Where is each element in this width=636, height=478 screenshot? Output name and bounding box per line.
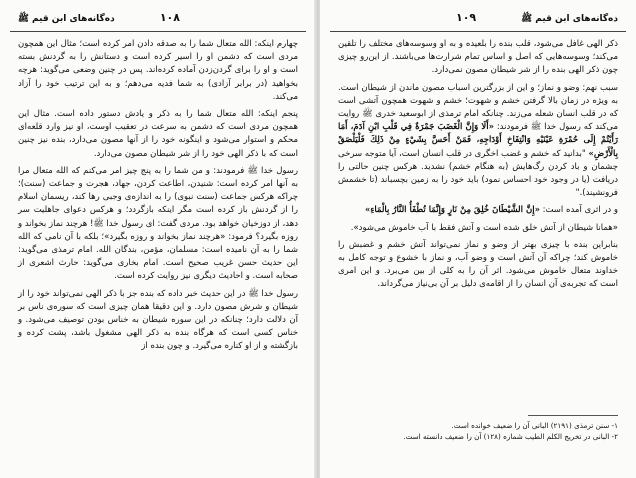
- paragraph-text: سبب نهم: وضو و نماز؛ و این از بزرگترین اسباب مصون ماندن از شیطان است. به ویژه در زمان بالا گرفتن خشم و شهوت؛ خشم و شهوت همچون آتشی است که در قلب انسان شعله می‌زند. چنانکه امام ترمذی از ابوسعید خدری ﷺ روایت می‌کند که رسول خدا ﷺ فرمودند:: [338, 82, 618, 133]
- right-page-body: [338, 38, 618, 296]
- paragraph: رسول خدا ﷺ در این حدیث خبر داده که بنده جز با ذکر الهی نمی‌تواند خود را از شیطان و شرش مصون دارد. و این دقیقا همان چیزی است که سوره‌ی ناس بر آن دلالت دارد؛ چنانکه در این سوره شیطان به خناس بودن توصیف می‌شود. و خناس کسی است که هرگاه بنده به ذکر الهی مشغول باشد، پشت کرده و بازگشته و از او کناره می‌گیرد. و چون بنده از: [18, 288, 298, 352]
- paragraph: [338, 82, 618, 201]
- header-divider: [10, 31, 306, 32]
- footnote: ۱- سنن ترمذی (۲۱۹۱) البانی آن را ضعیف خوانده است.: [451, 421, 618, 430]
- left-page-header: [10, 10, 306, 26]
- right-page-header: [330, 10, 626, 26]
- quote-translation: "بدانید که خشم و غضب اخگری در قلب انسان است، آیا متوجه سرخی چشمان و باد کردن رگ‌هایش (به هنگام خشم) نشدید. هرکس چنین حالتی را دریافت (یا در وجود خود احساس نمود) باید خود را به زمین بچسباند (تا خشمش فرونشیند).": [338, 148, 618, 199]
- paragraph: رسول خدا ﷺ فرمودند: و من شما را به پنج چیز امر می‌کنم که الله متعال مرا به آنها امر کرده است: شنیدن، اطاعت کردن، جهاد، هجرت و جماعت (سنت)؛ چراکه هرکس جماعت (سنت نبوی) را به اندازه‌ی وجبی رها کند، ریسمان اسلام را از گردنش باز کرده است مگر اینکه بازگردد؛ و هرکس دعوای جاهلیت سر دهد، از دوزخیان خواهد بود. مردی گفت: ای رسول خدا ﷺ! هرچند نماز بخواند و روزه بگیرد؟ فرمود: «هرچند نماز بخواند و روزه بگیرد»؛ بلکه با آن نامی که الله شما را به آن نامیده است: مسلمان، مؤمن، بندگان الله. امام ترمذی می‌گوید: این حدیث حسن غریب صحیح است. امام بخاری می‌گوید: حارث اشعری از صحابه است. و احادیث دیگری نیز روایت کرده است.: [18, 165, 298, 282]
- paragraph: ذکر الهی غافل می‌شود، قلب بنده را بلعیده و به او وسوسه‌های مختلف را تلقین می‌کند؛ وسوسه‌هایی که اصل و اساس تمام شرارت‌ها می‌باشند. از این‌رو چیزی چون ذکر الهی بنده را از شر شیطان مصون نمی‌دارد.: [338, 39, 618, 76]
- right-page: [320, 0, 636, 478]
- arabic-hadith-quote: «أَلَا وَإِنَّ الْغَضَبَ جَمْرَةٌ فِي قَلْبِ ابْنِ آدَمَ، أَمَا رَأَيْتُمْ إِلَى حُمْرَةِ عَيْنَيْهِ وَانْتِفَاخِ أَوْدَاجِهِ، فَمَنْ أَحَسَّ بِشَيْءٍ مِنْ ذَلِكَ فَلْيَلْصَقْ بِالْأَرْضِ»: [338, 122, 619, 159]
- paragraph: بنابراین بنده با چیزی بهتر از وضو و نماز نمی‌تواند آتش خشم و غضبش را خاموش کند؛ چراکه آن آتش است و وضو آب، و نماز با خشوع و توجه کامل به خداوند متعال خاموش می‌شود. اثر آن را به کلی از بین می‌برد. و این امری است که تجربه‌ی آن انسان را از اقامه‌ی دلیل بر آن بی‌نیاز می‌گرداند.: [338, 239, 618, 290]
- paragraph: [338, 204, 618, 217]
- paragraph: چهارم اینکه: الله متعال شما را به صدقه دادن امر کرده است؛ مثال این همچون مردی است که دشمن او را اسیر کرده است و دستانش را به گردنش بسته است و او را برای گردن‌زدن آماده کرده‌اند. پس در چنین وضعی می‌گوید: هرچه بخواهید (در برابر آزادی) به شما فدیه می‌دهم؛ و به این ترتیب خود را آزاد می‌کند.: [18, 39, 298, 102]
- page-number: ۱۰۸: [159, 11, 180, 24]
- footnotes: [338, 420, 618, 442]
- arabic-athar-quote: «إِنَّ الشَّيْطَانَ خُلِقَ مِنْ نَارٍ وَإِنَّمَا تُطْفَأُ النَّارُ بِالْمَاءِ»: [365, 205, 540, 216]
- page-number: ۱۰۹: [456, 11, 477, 24]
- footnote-divider: [528, 415, 618, 416]
- header-divider: [330, 31, 626, 32]
- quote-intro: و در اثری آمده است:: [542, 205, 618, 216]
- footnote: ۲- البانی در تخریج الکلم الطیب شماره (۱۲۸) آن را ضعیف دانسته است.: [403, 432, 618, 441]
- paragraph: پنجم اینکه: الله متعال شما را به ذکر و یادش دستور داده است. مثال این همچون مردی است که دشمن به سرعت در تعقیب اوست، او نیز وارد قلعه‌ای محکم و استوار می‌شود و اینگونه خود را از آنها مصون می‌دارد، بنده نیز چنین است که با ذکر الهی خود را از شر شیطان مصون می‌دارد.: [18, 109, 298, 159]
- quote-translation: «همانا شیطان از آتش خلق شده است و آتش فقط با آب خاموش می‌شود».: [350, 222, 618, 233]
- left-page-body: [18, 38, 298, 358]
- running-title: ده‌گانه‌های ابن قیم ﷺ: [18, 14, 115, 24]
- left-page: [0, 0, 316, 478]
- running-title: ده‌گانه‌های ابن قیم ﷺ: [521, 14, 618, 24]
